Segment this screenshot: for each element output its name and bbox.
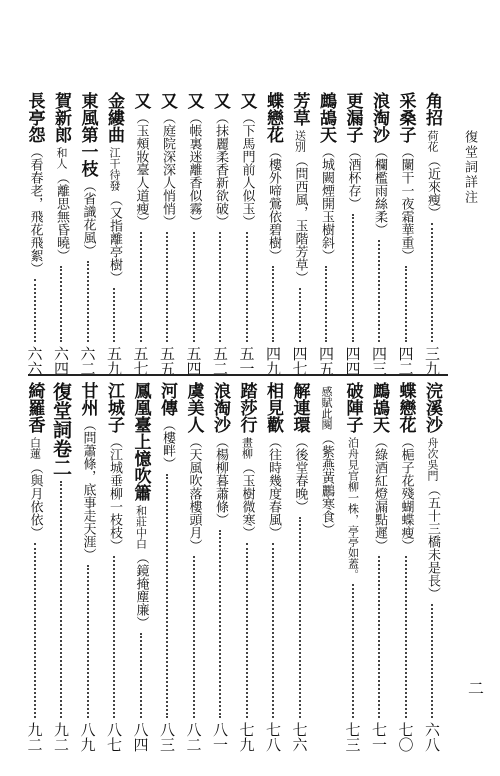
page-ref: 五四 bbox=[184, 346, 203, 376]
first-line: （玉樹微寒） bbox=[239, 461, 255, 539]
toc-entry[interactable] bbox=[233, 92, 261, 376]
tune-name: 虞美人 bbox=[183, 382, 204, 433]
first-line: （帳裏迷離香似霧） bbox=[186, 111, 202, 228]
dot-leader bbox=[272, 266, 274, 342]
toc-entry[interactable] bbox=[127, 92, 155, 376]
toc-entry[interactable] bbox=[365, 382, 393, 752]
first-line: （江城垂柳一枝枝） bbox=[107, 435, 122, 552]
page-ref: 七三 bbox=[343, 722, 362, 752]
dot-leader bbox=[299, 288, 301, 342]
toc-entry[interactable] bbox=[233, 382, 261, 752]
toc-entry[interactable] bbox=[418, 92, 446, 376]
page-ref: 四七 bbox=[290, 346, 309, 376]
dot-leader bbox=[272, 543, 274, 718]
tune-name: 江城子 bbox=[104, 382, 124, 433]
tune-name: 又 bbox=[210, 92, 230, 109]
tune-name: 賀新郎 bbox=[51, 92, 71, 143]
page-ref: 六八 bbox=[423, 722, 441, 752]
dot-leader bbox=[87, 565, 89, 718]
toc-entry[interactable] bbox=[21, 382, 49, 752]
tune-name: 綺羅香 bbox=[24, 382, 45, 433]
toc-entry[interactable] bbox=[259, 382, 287, 752]
toc-entry[interactable] bbox=[206, 92, 234, 376]
first-line: （鏡掩塵廉） bbox=[133, 551, 149, 629]
dot-leader bbox=[140, 232, 142, 342]
first-line: （紫燕黃鸝寒食） bbox=[319, 432, 334, 536]
dot-leader bbox=[219, 232, 221, 342]
first-line: （樓外啼鶯依碧樹） bbox=[266, 145, 281, 262]
toc-entry[interactable] bbox=[47, 382, 75, 752]
entry-note: 感賦此闋 bbox=[320, 386, 333, 430]
toc-bottom-half bbox=[0, 380, 500, 776]
dot-leader bbox=[193, 232, 195, 342]
dot-leader bbox=[246, 543, 248, 718]
entry-note: 和人 bbox=[55, 147, 68, 169]
section-divider bbox=[28, 374, 448, 376]
page-ref: 四四 bbox=[343, 346, 362, 376]
first-line: （往時幾度春風） bbox=[266, 435, 281, 539]
dot-leader bbox=[405, 266, 407, 342]
dot-leader bbox=[352, 214, 354, 342]
dot-leader bbox=[325, 266, 327, 342]
tune-name: 金縷曲 bbox=[104, 92, 124, 143]
first-line: （庭院深深人悄悄） bbox=[160, 111, 175, 228]
tune-name: 相見歡 bbox=[263, 382, 283, 433]
toc-entry[interactable] bbox=[418, 382, 446, 752]
entry-note: 畫柳 bbox=[240, 437, 254, 459]
page-ref: 八四 bbox=[131, 722, 150, 752]
tune-name: 蝶戀花 bbox=[395, 382, 416, 433]
toc-entry[interactable] bbox=[392, 382, 420, 752]
page-ref: 八二 bbox=[184, 722, 203, 752]
entry-note: 舟次吳門 bbox=[426, 437, 439, 481]
volume-heading: 復堂詞卷二 bbox=[50, 382, 72, 477]
dot-leader bbox=[166, 232, 168, 342]
page-ref: 七九 bbox=[237, 722, 256, 752]
page-ref: 八一 bbox=[211, 722, 229, 752]
page-number: 二 bbox=[468, 679, 485, 698]
dot-leader bbox=[87, 261, 89, 342]
tune-name: 踏莎行 bbox=[236, 382, 257, 433]
tune-name: 又 bbox=[157, 92, 177, 109]
first-line: （看春老，飛花飛絮） bbox=[27, 145, 43, 275]
dot-leader bbox=[246, 232, 248, 342]
toc-entry[interactable] bbox=[153, 382, 181, 752]
toc-entry[interactable] bbox=[100, 92, 128, 376]
entry-note: 泊舟見官柳一株，亭亭如蓋。 bbox=[346, 437, 360, 580]
dot-leader bbox=[34, 543, 36, 718]
toc-entry[interactable] bbox=[339, 382, 367, 752]
page-ref: 九二 bbox=[52, 722, 70, 752]
dot-leader bbox=[34, 279, 36, 342]
first-line: （闌干一夜霜華重） bbox=[398, 145, 414, 262]
dot-leader bbox=[352, 584, 354, 718]
tune-name: 又 bbox=[236, 92, 257, 109]
tune-name: 浣溪沙 bbox=[422, 382, 442, 433]
first-line: （與月依依） bbox=[27, 461, 43, 539]
first-line: （問蕭條，底事走天涯） bbox=[80, 418, 96, 561]
entry-note: 和莊中白 bbox=[134, 505, 148, 549]
toc-entry[interactable] bbox=[127, 382, 155, 752]
dot-leader bbox=[431, 223, 433, 342]
toc-entry[interactable] bbox=[180, 92, 208, 376]
page-ref: 五二 bbox=[211, 346, 229, 376]
toc-entry[interactable] bbox=[206, 382, 234, 752]
toc-entry[interactable] bbox=[259, 92, 287, 376]
dot-leader bbox=[113, 288, 115, 342]
page-ref: 三九 bbox=[423, 346, 441, 376]
tune-name: 浪淘沙 bbox=[210, 382, 230, 433]
tune-name: 破陣子 bbox=[342, 382, 363, 433]
first-line: （近來瘦） bbox=[425, 154, 440, 219]
first-line: （五十三橋未是長） bbox=[425, 483, 440, 600]
page-ref: 四五 bbox=[317, 346, 335, 376]
page-ref: 六四 bbox=[52, 346, 70, 376]
toc-entry[interactable] bbox=[100, 382, 128, 752]
entry-note: 荷花 bbox=[426, 130, 439, 152]
page-ref: 九二 bbox=[25, 722, 44, 752]
tune-name: 甘州 bbox=[77, 382, 98, 416]
page-ref: 五七 bbox=[131, 346, 150, 376]
first-line: （酒杯存） bbox=[345, 145, 361, 210]
first-line: （又指離亭樹） bbox=[107, 193, 122, 284]
page-ref: 八九 bbox=[78, 722, 97, 752]
toc-top-half bbox=[0, 0, 500, 376]
toc-entry[interactable] bbox=[339, 92, 367, 376]
tune-name: 東風第一枝 bbox=[77, 92, 98, 177]
tune-name: 解連環 bbox=[289, 382, 310, 433]
toc-entry[interactable] bbox=[21, 92, 49, 376]
toc-entry[interactable] bbox=[74, 382, 102, 752]
first-line: （離思無昏曉） bbox=[54, 171, 69, 262]
first-line: （省識花風） bbox=[80, 179, 96, 257]
page-ref: 七〇 bbox=[396, 722, 415, 752]
toc-entry[interactable] bbox=[47, 92, 75, 376]
first-line: （楊柳暮蕭條） bbox=[213, 435, 228, 526]
tune-name: 角招 bbox=[422, 92, 442, 126]
page-ref: 四三 bbox=[370, 346, 388, 376]
toc-entry[interactable] bbox=[153, 92, 181, 376]
entry-note: 送別 bbox=[293, 130, 307, 152]
tune-name: 芳草 bbox=[289, 92, 310, 126]
tune-name: 長亭怨 bbox=[24, 92, 45, 143]
page-ref: 五九 bbox=[105, 346, 123, 376]
tune-name: 又 bbox=[130, 92, 151, 109]
first-line: （問西風，玉階芳草） bbox=[292, 154, 308, 284]
page-ref: 七六 bbox=[290, 722, 309, 752]
first-line: （樓畔） bbox=[160, 418, 175, 470]
tune-name: 更漏子 bbox=[342, 92, 363, 143]
toc-entry[interactable] bbox=[180, 382, 208, 752]
dot-leader bbox=[299, 517, 301, 718]
toc-entry[interactable] bbox=[392, 92, 420, 376]
tune-name: 河傳 bbox=[157, 382, 177, 416]
dot-leader bbox=[140, 633, 142, 718]
dot-leader bbox=[378, 240, 380, 342]
page-ref: 五五 bbox=[158, 346, 176, 376]
first-line: （玉頰妝臺人道瘦） bbox=[133, 111, 149, 228]
page-ref: 四九 bbox=[264, 346, 282, 376]
tune-name: 浪淘沙 bbox=[369, 92, 389, 143]
dot-leader bbox=[166, 474, 168, 718]
first-line: （欄檻雨絲柔） bbox=[372, 145, 387, 236]
entry-note: 江干待發 bbox=[108, 147, 121, 191]
page-ref: 八七 bbox=[105, 722, 123, 752]
page-ref: 四二 bbox=[396, 346, 415, 376]
toc-entry[interactable] bbox=[365, 92, 393, 376]
dot-leader bbox=[60, 481, 62, 718]
dot-leader bbox=[431, 604, 433, 718]
toc-entry[interactable] bbox=[286, 92, 314, 376]
toc-entry[interactable] bbox=[74, 92, 102, 376]
first-line: （下馬門前人似玉） bbox=[239, 111, 255, 228]
tune-name: 鳳凰臺上憶吹簫 bbox=[130, 382, 151, 501]
first-line: （天風吹落樓頭月） bbox=[186, 435, 202, 552]
first-line: （梔子花殘蝴蝶瘦） bbox=[398, 435, 414, 552]
tune-name: 采桑子 bbox=[395, 92, 416, 143]
toc-entry[interactable] bbox=[286, 382, 314, 752]
first-line: （後堂春晚） bbox=[292, 435, 308, 513]
page-ref: 八三 bbox=[158, 722, 176, 752]
dot-leader bbox=[60, 266, 62, 342]
dot-leader bbox=[193, 556, 195, 718]
dot-leader bbox=[378, 556, 380, 718]
entry-note: 白蓮 bbox=[28, 437, 42, 459]
tune-name: 又 bbox=[183, 92, 204, 109]
tune-name: 蝶戀花 bbox=[263, 92, 283, 143]
tune-name: 鷓鴣天 bbox=[369, 382, 389, 433]
page-ref: 七八 bbox=[264, 722, 282, 752]
first-line: （綠酒紅燈漏點遲） bbox=[372, 435, 387, 552]
page-ref: 五一 bbox=[237, 346, 256, 376]
dot-leader bbox=[405, 556, 407, 718]
first-line: （抹麗柔香新欲破） bbox=[213, 111, 228, 228]
running-title: 復堂詞詳注 bbox=[462, 130, 477, 205]
first-line: （城闕煙開玉樹斜） bbox=[319, 145, 334, 262]
toc-entry[interactable] bbox=[312, 382, 340, 752]
dot-leader bbox=[219, 530, 221, 718]
page-ref: 七一 bbox=[370, 722, 388, 752]
tune-name: 鷓鴣天 bbox=[316, 92, 336, 143]
page-ref: 六二 bbox=[78, 346, 97, 376]
toc-entry[interactable] bbox=[312, 92, 340, 376]
dot-leader bbox=[113, 556, 115, 718]
page-ref: 六六 bbox=[25, 346, 44, 376]
